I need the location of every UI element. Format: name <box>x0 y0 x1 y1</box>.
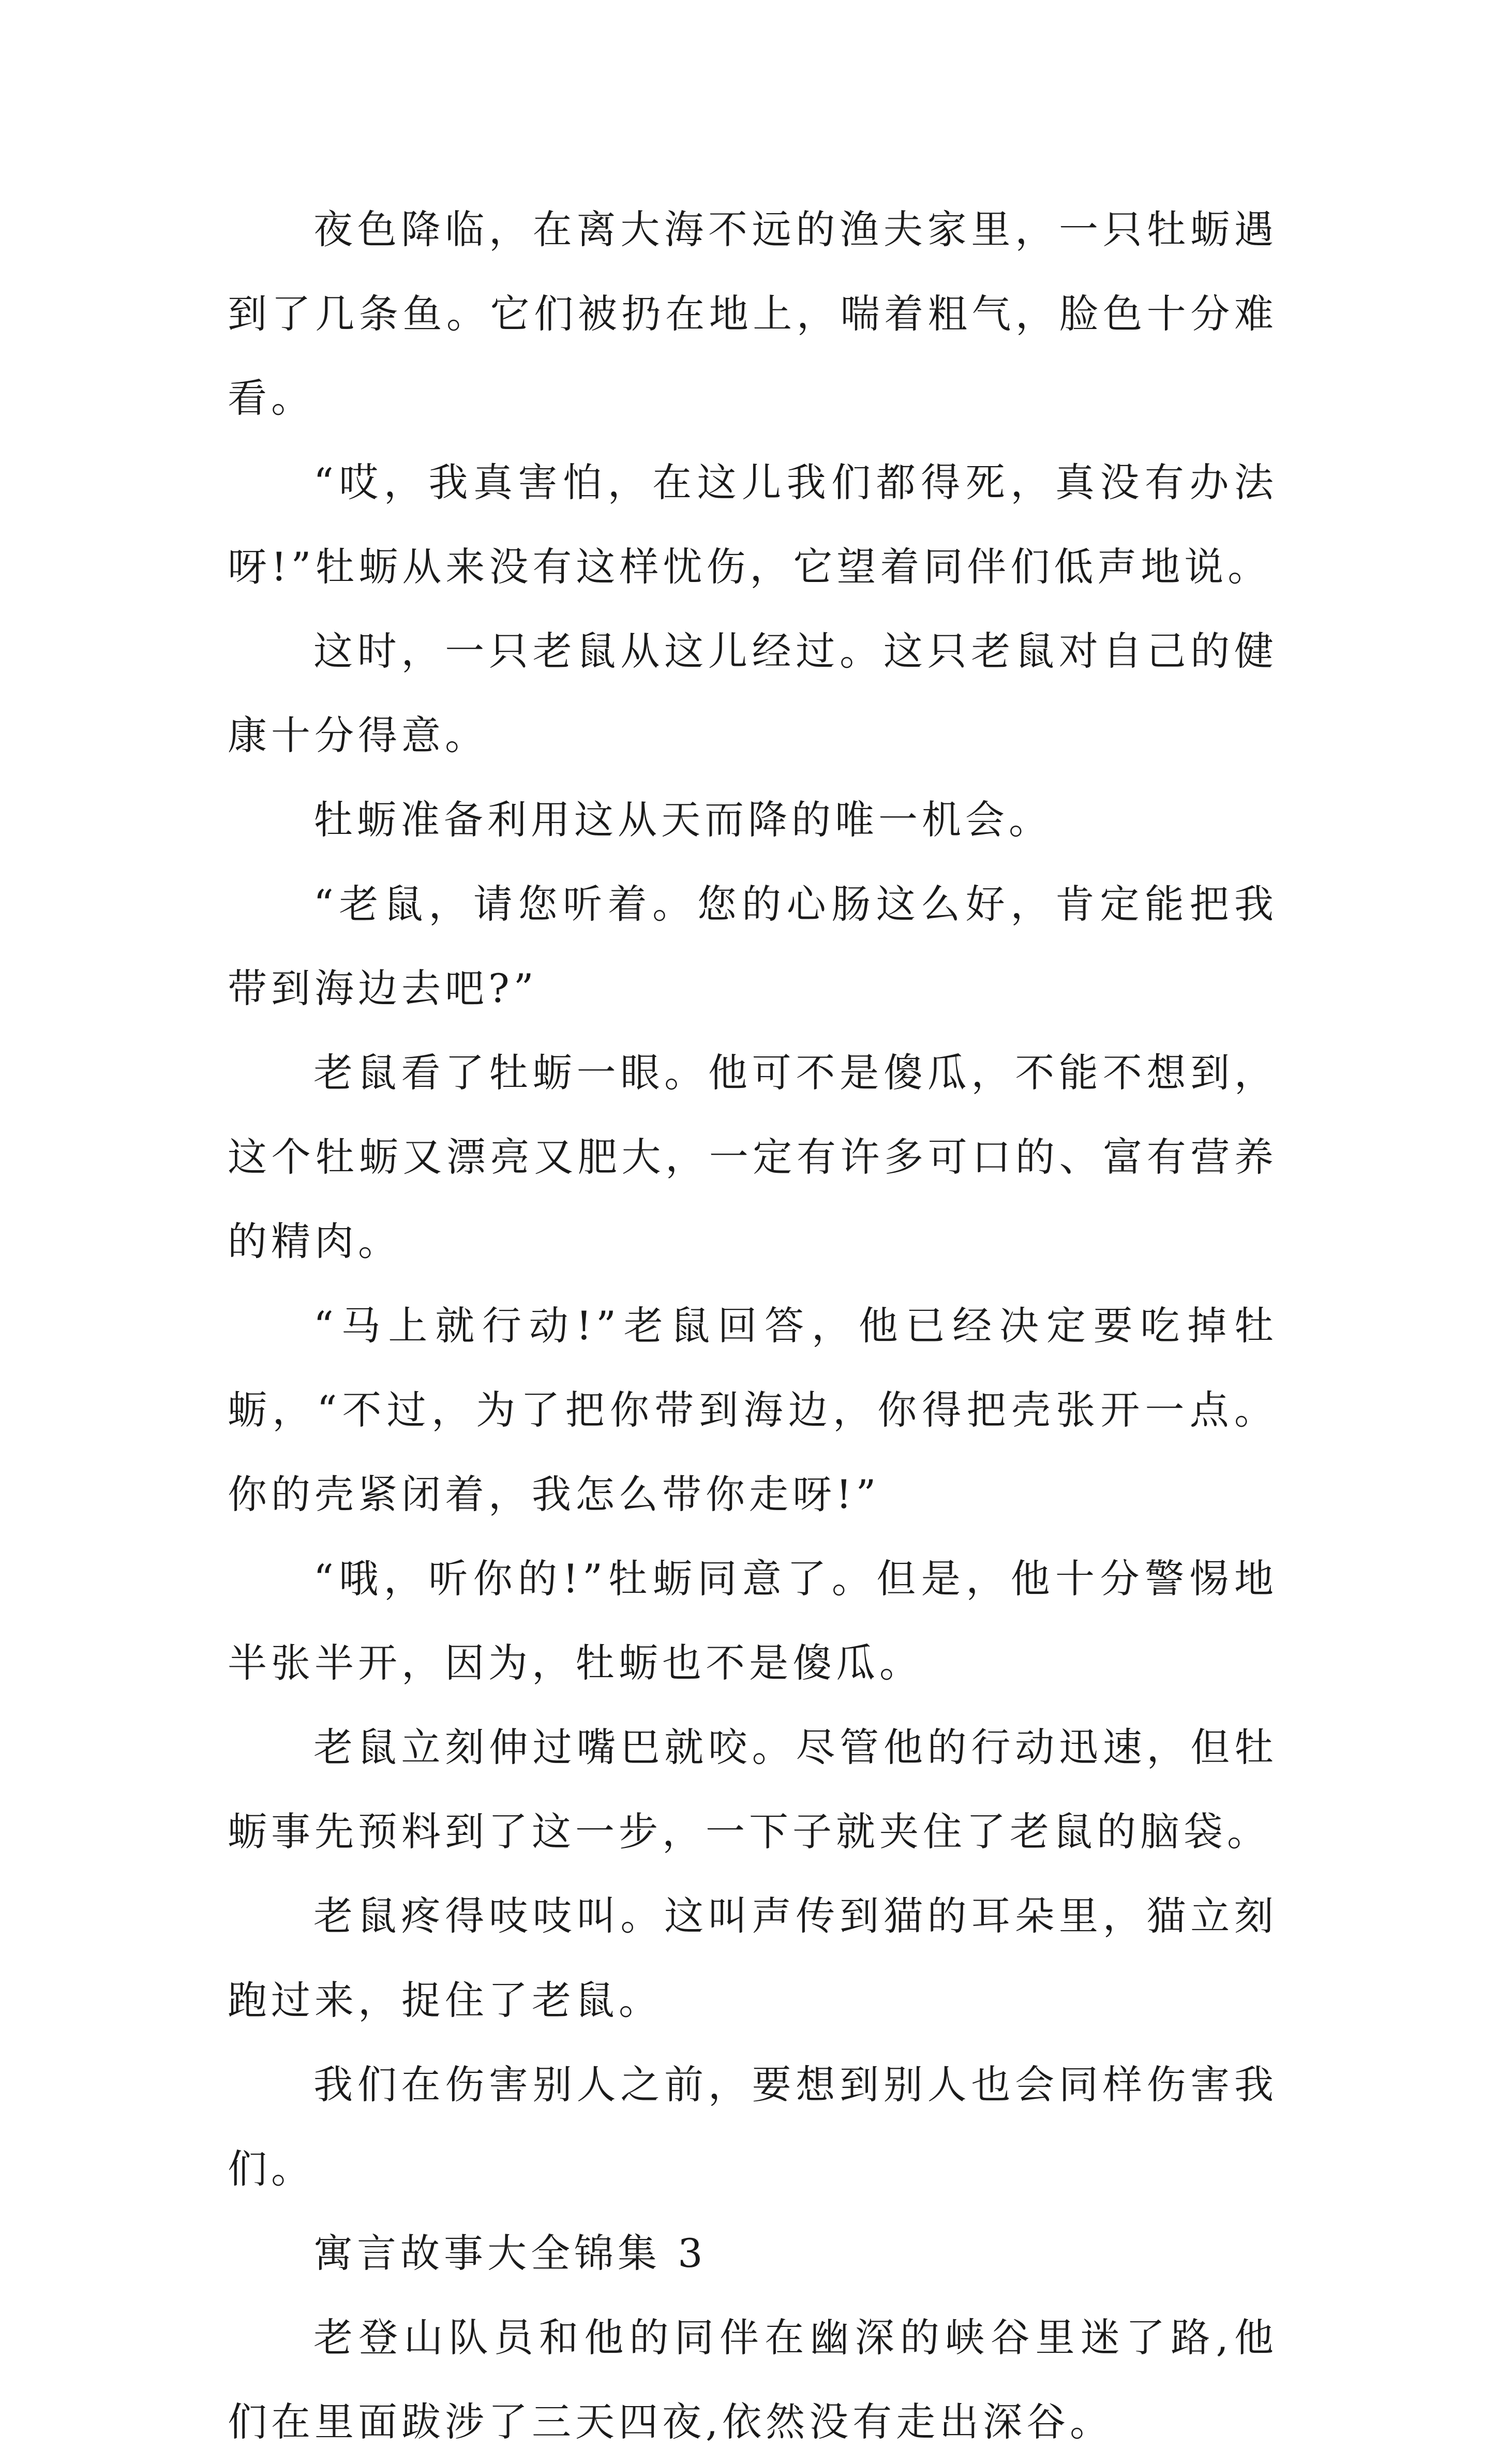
paragraph-oyster-request: “老鼠，请您听着。您的心肠这么好，肯定能把我带到海边去吧?” <box>228 881 1278 1011</box>
paragraph-cat-catches: 老鼠疼得吱吱叫。这叫声传到猫的耳朵里，猫立刻跑过来，捉住了老鼠。 <box>228 1893 1278 2023</box>
section-heading: 寓言故事大全锦集 3 <box>313 2230 707 2276</box>
paragraph-oyster-chance: 牡蛎准备利用这从天而降的唯一机会。 <box>313 797 1052 843</box>
paragraph-moral: 我们在伤害别人之前，要想到别人也会同样伤害我们。 <box>228 2062 1278 2192</box>
paragraph-mouse-passes: 这时，一只老鼠从这儿经过。这只老鼠对自己的健康十分得意。 <box>228 628 1278 758</box>
paragraph-oyster-agrees: “哦，听你的!”牡蛎同意了。但是，他十分警惕地半张半开，因为，牡蛎也不是傻瓜。 <box>228 1556 1278 1686</box>
document-body <box>228 187 1278 2464</box>
paragraph-climber-story: 老登山队员和他的同伴在幽深的峡谷里迷了路,他们在里面跋涉了三天四夜,依然没有走出深谷。 <box>228 2314 1278 2445</box>
paragraph-oyster-fear: “哎，我真害怕，在这儿我们都得死，真没有办法呀!”牡蛎从来没有这样忧伤，它望着同伴们低声地说。 <box>228 459 1278 590</box>
paragraph-mouse-thinks: 老鼠看了牡蛎一眼。他可不是傻瓜，不能不想到，这个牡蛎又漂亮又肥大，一定有许多可口的、富有营养的精肉。 <box>228 1050 1278 1264</box>
paragraph-oyster-intro: 夜色降临，在离大海不远的渔夫家里，一只牡蛎遇到了几条鱼。它们被扔在地上，喘着粗气，脸色十分难看。 <box>228 206 1278 421</box>
paragraph-mouse-reply: “马上就行动!”老鼠回答，他已经决定要吃掉牡蛎，“不过，为了把你带到海边，你得把壳张开一点。你的壳紧闭着，我怎么带你走呀!” <box>228 1303 1278 1517</box>
paragraph-mouse-bites: 老鼠立刻伸过嘴巴就咬。尽管他的行动迅速，但牡蛎事先预料到了这一步，一下子就夹住了老鼠的脑袋。 <box>228 1724 1278 1855</box>
